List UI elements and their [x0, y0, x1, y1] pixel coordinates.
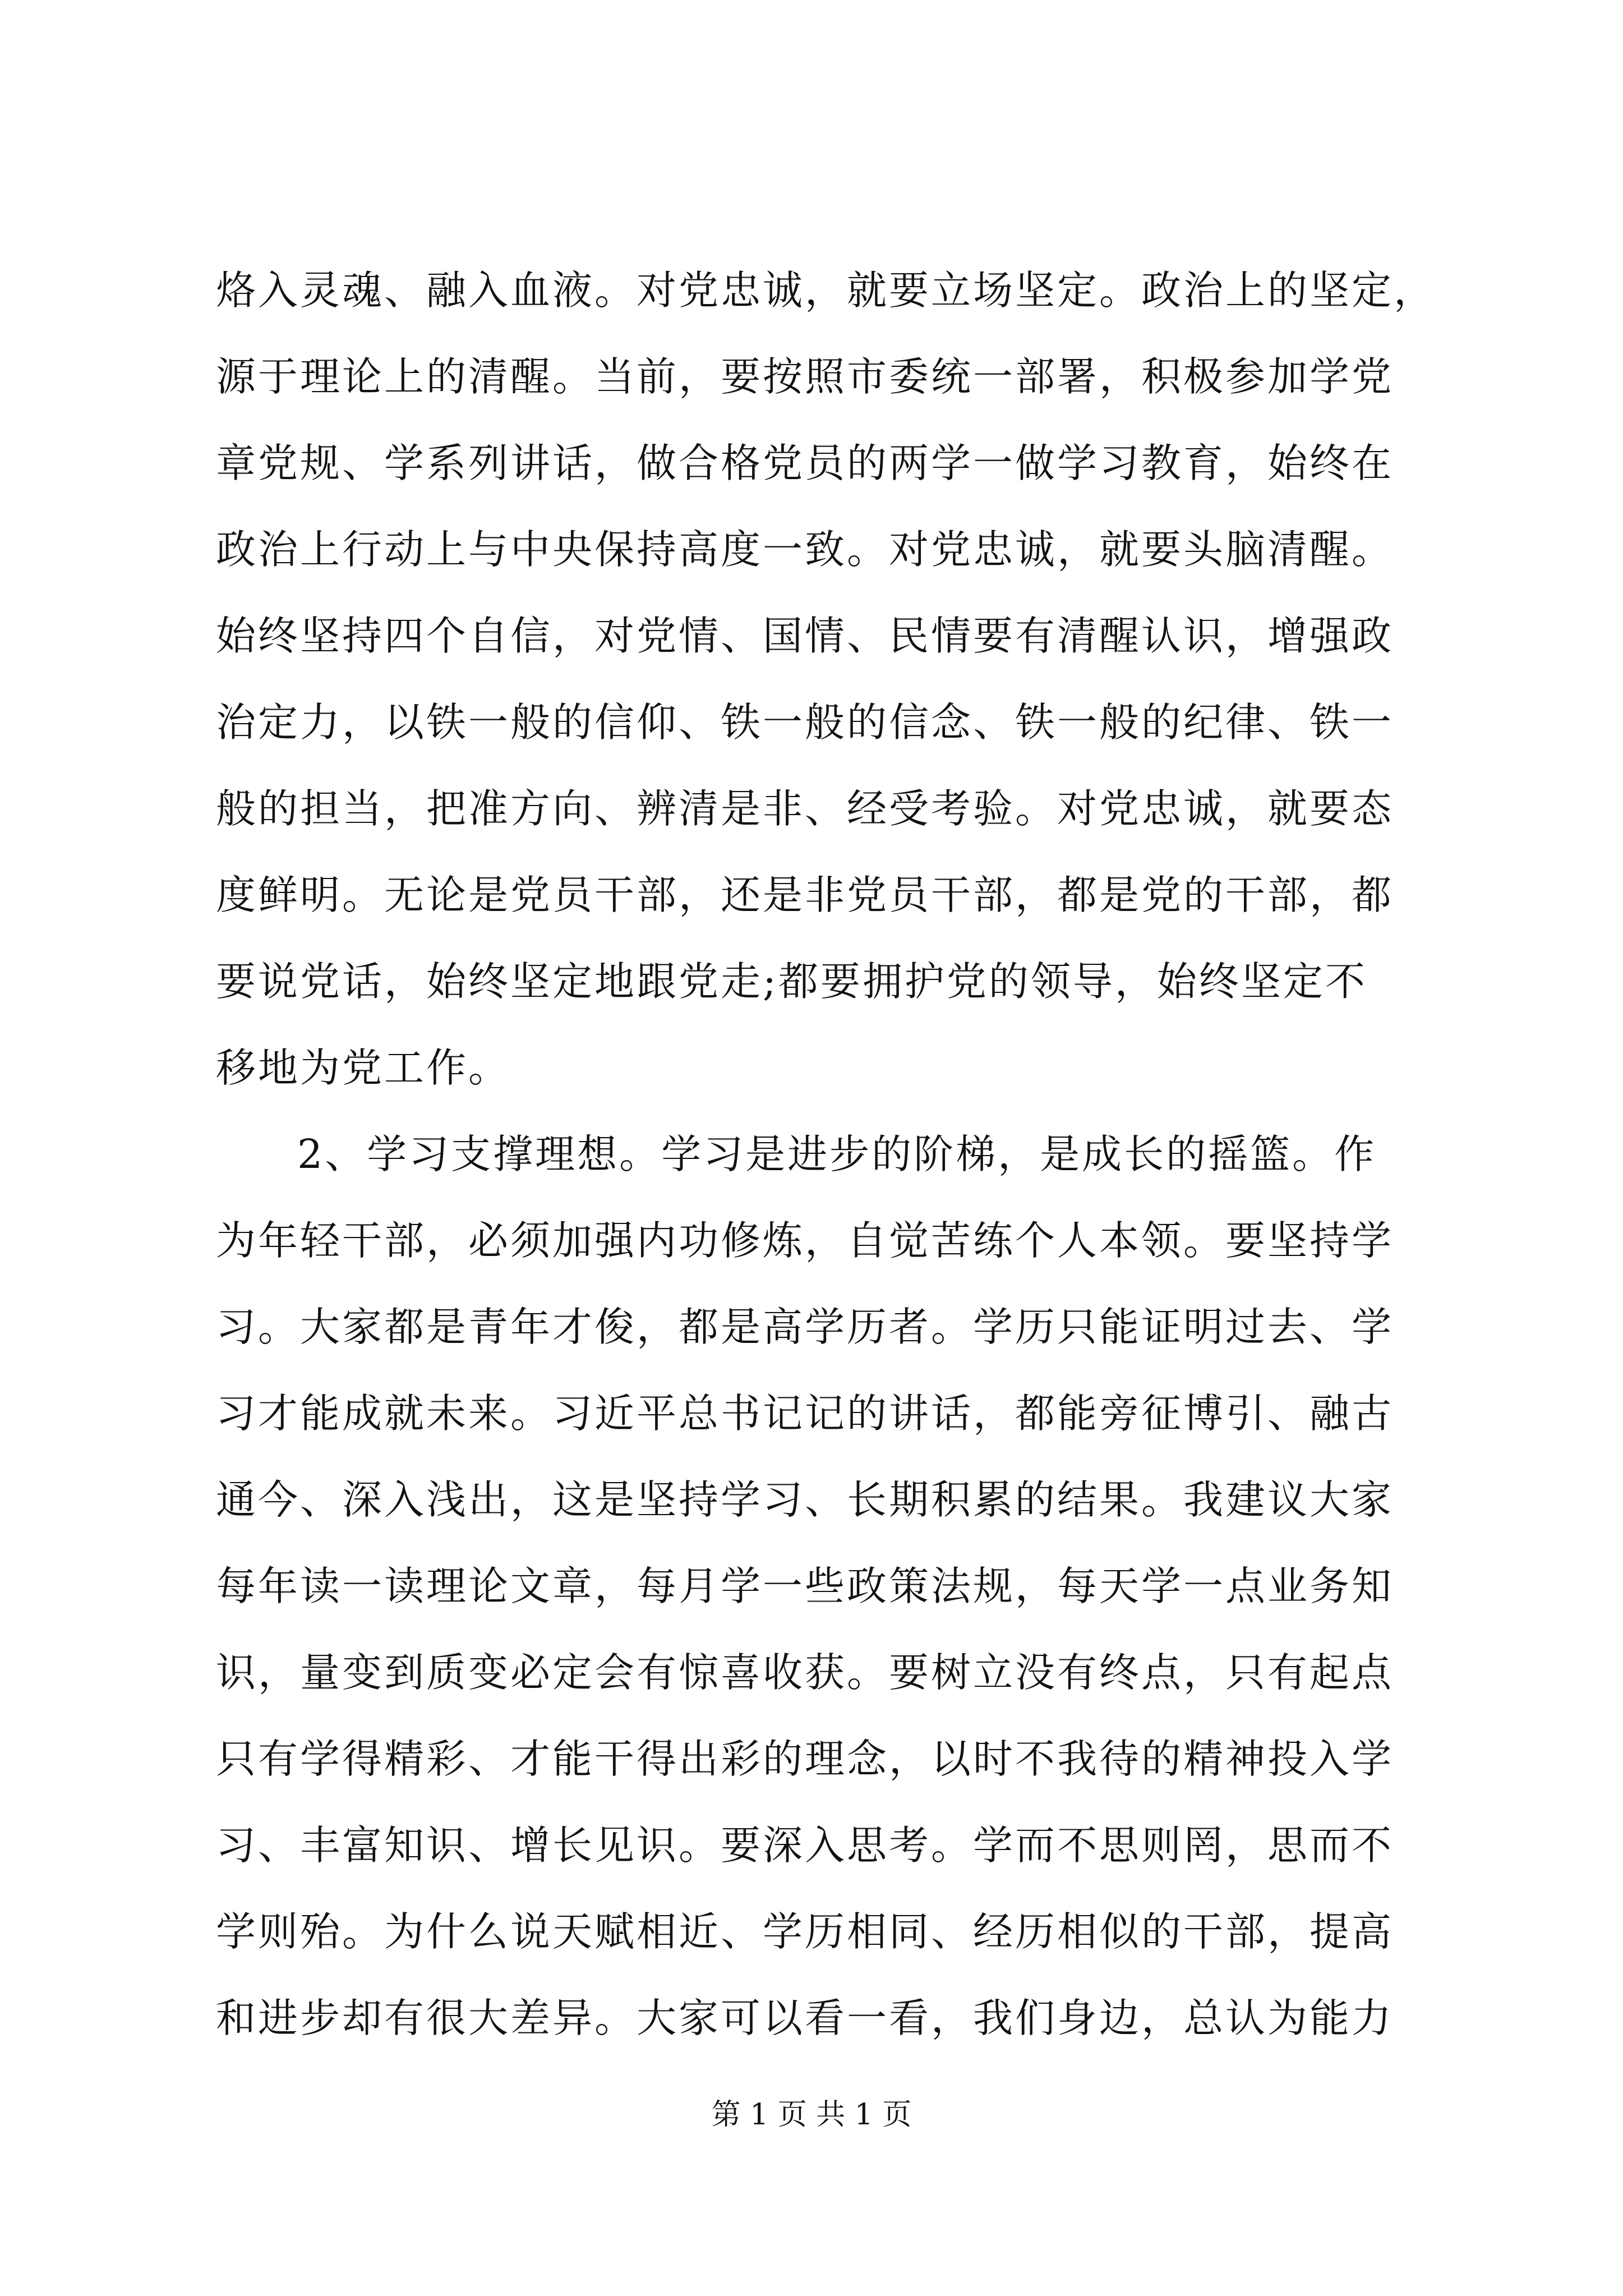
paragraph-2-line-6: 每年读一读理论文章，每月学一些政策法规，每天学一点业务知: [216, 1563, 1394, 1609]
paragraph-1-line-2: 源于理论上的清醒。当前，要按照市委统一部署，积极参加学党: [216, 353, 1394, 400]
paragraph-1-line-4: 政治上行动上与中央保持高度一致。对党忠诚，就要头脑清醒。: [216, 526, 1394, 573]
paragraph-2-line-4: 习才能成就未来。习近平总书记记的讲话，都能旁征博引、融古: [216, 1390, 1394, 1437]
paragraph-2-line-3: 习。大家都是青年才俊，都是高学历者。学历只能证明过去、学: [216, 1304, 1394, 1350]
paragraph-2-line-9: 习、丰富知识、增长见识。要深入思考。学而不思则罔，思而不: [216, 1822, 1394, 1869]
paragraph-2-line-2: 为年轻干部，必须加强内功修炼，自觉苦练个人本领。要坚持学: [216, 1217, 1394, 1264]
paragraph-1-line-7: 般的担当，把准方向、辨清是非、经受考验。对党忠诚，就要态: [216, 785, 1394, 832]
paragraph-1-line-3: 章党规、学系列讲话，做合格党员的两学一做学习教育，始终在: [216, 440, 1394, 486]
paragraph-1-line-1: 烙入灵魂、融入血液。对党忠诚，就要立场坚定。政治上的坚定，: [216, 267, 1436, 314]
paragraph-1-line-6: 治定力，以铁一般的信仰、铁一般的信念、铁一般的纪律、铁一: [216, 699, 1394, 746]
paragraph-2-line-10: 学则殆。为什么说天赋相近、学历相同、经历相似的干部，提高: [216, 1908, 1394, 1955]
page-number-footer: 第 1 页 共 1 页: [711, 2098, 912, 2132]
paragraph-2-line-1: 2、学习支撑理想。学习是进步的阶梯，是成长的摇篮。作: [297, 1131, 1377, 1177]
paragraph-1-line-9: 要说党话，始终坚定地跟党走;都要拥护党的领导，始终坚定不: [216, 958, 1367, 1005]
paragraph-2-line-11: 和进步却有很大差异。大家可以看一看，我们身边，总认为能力: [216, 1995, 1394, 2041]
paragraph-2-line-8: 只有学得精彩、才能干得出彩的理念，以时不我待的精神投入学: [216, 1736, 1394, 1782]
paragraph-1-line-5: 始终坚持四个自信，对党情、国情、民情要有清醒认识，增强政: [216, 613, 1394, 659]
paragraph-1-line-8: 度鲜明。无论是党员干部，还是非党员干部，都是党的干部，都: [216, 872, 1394, 918]
paragraph-2-line-5: 通今、深入浅出，这是坚持学习、长期积累的结果。我建议大家: [216, 1476, 1394, 1523]
paragraph-2-line-7: 识，量变到质变必定会有惊喜收获。要树立没有终点，只有起点: [216, 1649, 1394, 1696]
paragraph-1-line-10: 移地为党工作。: [216, 1045, 511, 1091]
